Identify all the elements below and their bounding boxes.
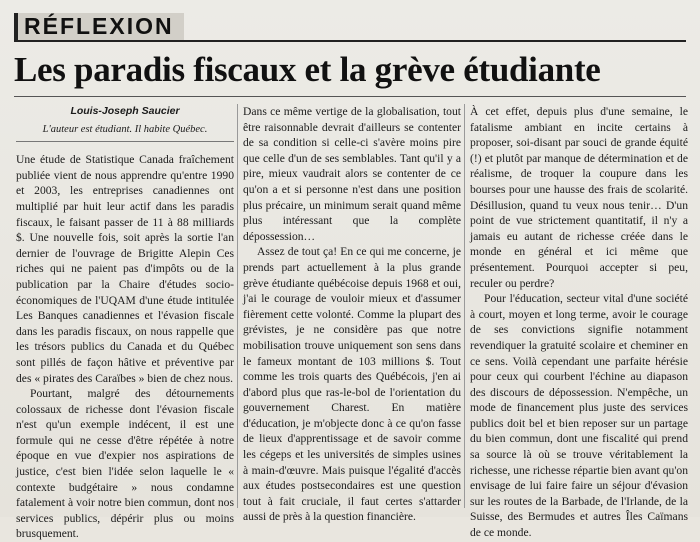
article-title: Les paradis fiscaux et la grève étudiante [14, 50, 601, 89]
column-1 [16, 104, 234, 541]
author-bio: L'auteur est étudiant. Il habite Québec. [16, 122, 234, 143]
paragraph: Dans ce même vertige de la globalisation, tout être raisonnable devrait d'ailleurs se contenter de sa condition si celle-ci s'avère moins pire que celle d'un de ses semblables. Tant qu'il y a pire, mieux vaudrait alors se contenter de ce qu'on a et si personne n'est dans une position plus précaire, un minimum serait quand même plus intéressant que la complète dépossession… [243, 105, 461, 243]
paragraph: À cet effet, depuis plus d'une semaine, le fatalisme ambiant en incite certains à proposer, soi-disant par souci de grande équité (!) et plutôt par manque de détermination et de réalisme, de troquer la coupure dans les bourses pour une hausse des frais de scolarité. Désillusion, quand tu veux nous tenir… D'un point de vue strictement quantitatif, il n'y a jamais eu autant de richesse créée dans le monde en général et ici même que présentement. Pourquoi accepter si peu, reculer ou perdre? [470, 105, 688, 290]
section-rubric [14, 10, 686, 42]
paragraph: Pourtant, malgré des détournements colossaux de richesse dont l'évasion fiscale n'est qu'un exemple indécent, il est une formule qui ne cesse d'être répétée à notre époque en vue d'expier nos aspirations de justice, c'est bien l'idée selon laquelle le « contexte budgétaire » nous condamne fatalement à voir notre bien commun, dont nos services publics, dépérir plus ou moins brusquement. [16, 387, 234, 541]
author-byline: Louis-Joseph Saucier [70, 105, 180, 117]
column-divider [464, 104, 465, 508]
title-divider [14, 96, 686, 97]
column-divider [237, 104, 238, 508]
paragraph: Assez de tout ça! En ce qui me concerne, je prends part actuellement à la plus grande grève étudiante québécoise depuis 1968 et oui, j'ai le courage de vouloir mieux et d'assumer fièrement cette volonté. Comme la plupart des grévistes, je ne considère pas que notre mobilisation trouve uniquement son sens dans le fameux montant de 103 millions $. Tout comme les trois quarts des Québécois, j'en ai d'abord plus que ras-le-bol de l'orientation du gouvernement Charest. En matière d'éducation, je m'objecte donc à ce qu'on fasse de lieux d'apprentissage et de savoir comme les cégeps et les universités de simples usines à main-d'œuvre. Mais puisque l'égalité d'accès aux études postsecondaires est une question tout à fait cruciale, il faut certes s'attarder aussi de près à la question financière. [243, 245, 461, 524]
column-3 [470, 104, 688, 540]
paragraph: Pour l'éducation, secteur vital d'une société à court, moyen et long terme, avoir le courage de ses convictions signifie notamment revendiquer la gratuité scolaire et cheminer en ce sens. Voilà cependant une parfaite hérésie pour ceux qui courbent l'échine au diapason des discours de dépossession. N'empêche, un mode de financement plus juste des services publics doit bel et bien reposer sur un partage du bien commun, dont une fiscalité qui prend sa source là où se trouve véritablement la richesse, une richesse répartie bien avant qu'on envisage de lui faire faire un séjour d'évasion sur les routes de la Barbade, de l'Irlande, de la Suisse, des Bermudes et autres Îles Caïmans de ce monde. [470, 292, 688, 540]
column-2 [243, 104, 461, 524]
paragraph: Une étude de Statistique Canada fraîchement publiée vient de nous apprendre qu'entre 1990 et 2003, les entreprises canadiennes ont multiplié par huit leur actif dans les paradis fiscaux, le faisant passer de 11 à 88 milliards $. Une nouvelle fois, soit après la sortie l'an dernier de l'ouvrage de Brigitte Alepin Ces riches qui ne paient pas d'impôts ou de la publication par la Chaire d'études socio-économiques de l'UQAM d'une étude intitulée Les Banques canadiennes et l'évasion fiscale dans les paradis fiscaux, on nous rappelle que les trésors publics du Canada et du Québec sont pillés de façon hâtive et préventive par des « pirates des Caraïbes » bien de chez nous. [16, 153, 234, 385]
rubric-label: RÉFLEXION [14, 13, 184, 40]
